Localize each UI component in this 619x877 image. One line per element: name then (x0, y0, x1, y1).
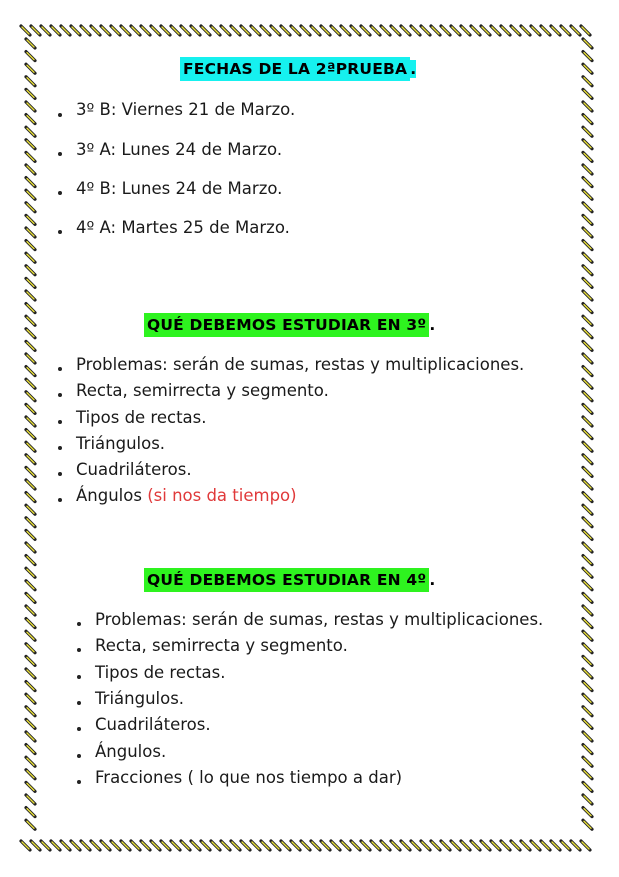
section1-bullet-3 (58, 230, 62, 234)
section3-item-6: Fracciones ( lo que nos tiempo a dar) (95, 768, 403, 787)
section3-bullet-5 (77, 754, 81, 758)
section3-bullet-1 (77, 648, 81, 652)
section3-bullet-2 (77, 675, 81, 679)
section2-item-0: Problemas: serán de sumas, restas y multiplicaciones. (76, 355, 525, 374)
section3-bullet-6 (77, 780, 81, 784)
section1-heading (180, 60, 416, 78)
section3-item-5: Ángulos. (95, 742, 167, 761)
section2-heading-suffix: . (429, 316, 436, 334)
section2-item-5 (76, 486, 297, 505)
section3-heading (144, 571, 435, 589)
section3-item-3: Triángulos. (95, 689, 185, 708)
section1-heading-suffix: . (410, 60, 417, 78)
section1-item-0: 3º B: Viernes 21 de Marzo. (76, 100, 296, 119)
section2-bullet-1 (58, 393, 62, 397)
section2-bullet-0 (58, 367, 62, 371)
section2-item-3: Triángulos. (76, 434, 166, 453)
section2-bullet-2 (58, 420, 62, 424)
section3-item-4: Cuadriláteros. (95, 715, 211, 734)
section3-bullet-0 (77, 622, 81, 626)
section3-item-2: Tipos de rectas. (95, 663, 226, 682)
section3-item-1: Recta, semirrecta y segmento. (95, 636, 348, 655)
section2-bullet-5 (58, 498, 62, 502)
section1-item-2: 4º B: Lunes 24 de Marzo. (76, 179, 283, 198)
section3-bullet-4 (77, 727, 81, 731)
section2-heading (144, 316, 435, 334)
section2-bullet-4 (58, 472, 62, 476)
section1-item-1: 3º A: Lunes 24 de Marzo. (76, 140, 283, 159)
section2-item-4: Cuadriláteros. (76, 460, 192, 479)
section1-bullet-0 (58, 113, 62, 117)
section3-item-0: Problemas: serán de sumas, restas y multiplicaciones. (95, 610, 544, 629)
section2-heading-text: QUÉ DEBEMOS ESTUDIAR EN 3º (144, 313, 429, 337)
section2-item-5-text: Ángulos (76, 486, 142, 505)
section2-item-2: Tipos de rectas. (76, 408, 207, 427)
section3-bullet-3 (77, 701, 81, 705)
section3-heading-text: QUÉ DEBEMOS ESTUDIAR EN 4º (144, 568, 429, 592)
section1-heading-text: FECHAS DE LA 2ªPRUEBA (180, 57, 410, 81)
section1-item-3: 4º A: Martes 25 de Marzo. (76, 218, 290, 237)
section1-bullet-2 (58, 191, 62, 195)
section2-item-5-note: (si nos da tiempo) (147, 486, 297, 505)
section2-bullet-3 (58, 446, 62, 450)
section1-bullet-1 (58, 152, 62, 156)
section3-heading-suffix: . (429, 571, 436, 589)
section2-item-1: Recta, semirrecta y segmento. (76, 381, 329, 400)
